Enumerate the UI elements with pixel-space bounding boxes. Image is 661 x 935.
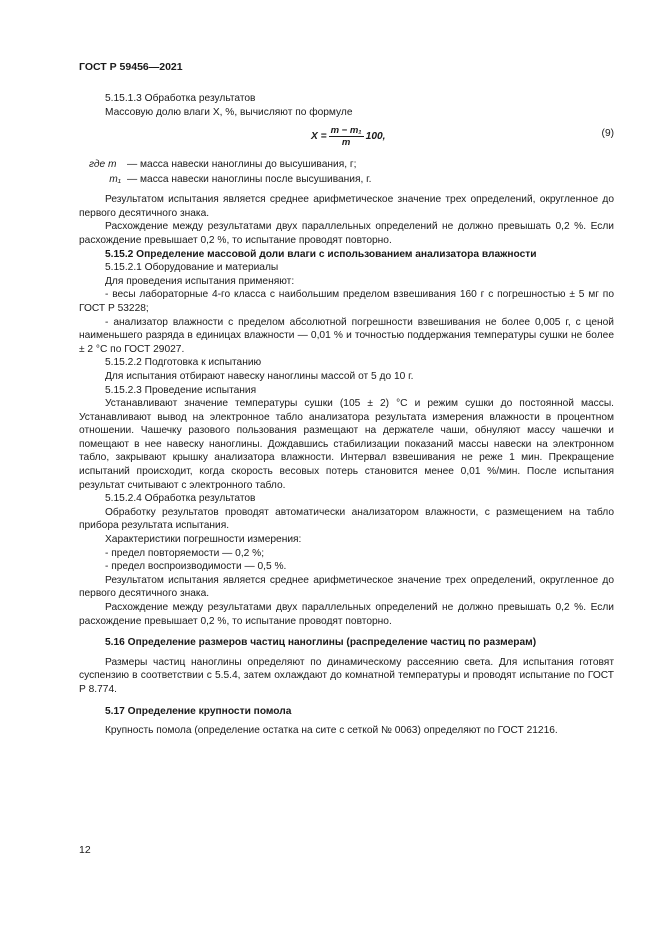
formula-numerator: m − m₁ xyxy=(330,125,362,137)
list-item: - весы лабораторные 4-го класса с наибольшим пределом взвешивания 160 г с погрешностью ± 5 мг по ГОСТ Р 53228; xyxy=(79,289,614,314)
paragraph: Расхождение между результатами двух параллельных определений не должно превышать 0,2 %. Если расхождение превышает 0,2 %, то испытание проводят повторно. xyxy=(79,602,614,627)
page-number: 12 xyxy=(79,844,91,856)
paragraph: Размеры частиц наноглины определяют по динамическому рассеянию света. Для испытания готовят суспензию в соответствии с 5.5.4, затем охлаждают до комнатной температуры и проводят испытание по ГОСТ Р 8.774. xyxy=(79,656,614,695)
list-item: - предел воспроизводимости — 0,5 %. xyxy=(105,561,287,573)
paragraph: Результатом испытания является среднее арифметическое значение трех определений, округленное до первого десятичного знака. xyxy=(79,194,614,219)
formula-fraction xyxy=(329,125,364,148)
paragraph: Характеристики погрешности измерения: xyxy=(105,534,302,546)
paragraph: Расхождение между результатами двух параллельных определений не должно превышать 0,2 %. Если расхождение превышает 0,2 %, то испытание проводят повторно. xyxy=(79,221,614,246)
list-item: - предел повторяемости — 0,2 %; xyxy=(105,547,265,559)
document-header: ГОСТ Р 59456—2021 xyxy=(79,61,183,73)
subsection-title: 5.15.2.2 Подготовка к испытанию xyxy=(105,357,262,369)
subsection-title: 5.15.2.1 Оборудование и материалы xyxy=(105,262,279,274)
formula-denominator: m xyxy=(341,137,351,149)
subsection-title: 5.15.2.4 Обработка результатов xyxy=(105,493,256,505)
subsection-title: 5.15.2.3 Проведение испытания xyxy=(105,384,257,396)
subsection-title: 5.15.1.3 Обработка результатов xyxy=(105,93,256,104)
paragraph: Для проведения испытания применяют: xyxy=(105,275,295,287)
paragraph: Крупность помола (определение остатка на сите с сеткой № 0063) определяют по ГОСТ 21216. xyxy=(105,725,558,737)
legend-text: — масса навески наноглины до высушивания, г; xyxy=(127,159,357,171)
formula-lhs: X = xyxy=(311,130,327,142)
formula-expression xyxy=(311,125,385,148)
section-title: 5.17 Определение крупности помола xyxy=(105,705,292,717)
section-title: 5.16 Определение размеров частиц наноглины (распределение частиц по размерам) xyxy=(105,637,537,649)
paragraph: Для испытания отбирают навеску наноглины массой от 5 до 10 г. xyxy=(105,370,414,382)
list-item: - анализатор влажности с пределом абсолютной погрешности взвешивания не более 0,005 г, с ценой наименьшего разряда в единицах влажности — 0,01 % и точностью поддержания температуры сушки не более ± 2 °С по ГОСТ 29027. xyxy=(79,316,614,355)
legend-row xyxy=(89,172,614,187)
document-body xyxy=(79,92,614,738)
paragraph: Массовую долю влаги X, %, вычисляют по формуле xyxy=(105,106,353,118)
section-title: 5.15.2 Определение массовой доли влаги с использованием анализатора влажности xyxy=(105,248,537,260)
variable-legend xyxy=(89,157,614,187)
legend-symbol: где m xyxy=(89,159,117,171)
legend-row xyxy=(89,157,614,172)
legend-text: — масса навески наноглины после высушивания, г. xyxy=(127,174,372,186)
formula-tail: 100, xyxy=(365,130,386,142)
paragraph: Результатом испытания является среднее арифметическое значение трех определений, округленное до первого десятичного знака. xyxy=(79,574,614,600)
paragraph: Устанавливают значение температуры сушки (105 ± 2) °С и режим сушки до постоянной массы. Устанавливают вывод на электронное табло анализатора результата измерения влажности в процентном отношении. Чашечку разового пользования размещают на держателе чаши, обнуляют массу чашечки и помещают в нее навеску наноглины. Дождавшись стабилизации показаний массы навески на электронном табло, закрывают крышку анализатора влажности. Интервал взвешивания не реже 1 мин. Прекращение испытаний происходит, когда скорость весовых потерь становится менее 0,01 %/мин. После испытания результат считывают с электронного табло. xyxy=(79,398,614,491)
formula xyxy=(79,119,614,157)
paragraph: Обработку результатов проводят автоматически анализатором влажности, с размещением на табло прибора результата испытания. xyxy=(79,506,614,532)
equation-number: (9) xyxy=(601,128,614,140)
legend-symbol: m₁ xyxy=(109,174,121,186)
